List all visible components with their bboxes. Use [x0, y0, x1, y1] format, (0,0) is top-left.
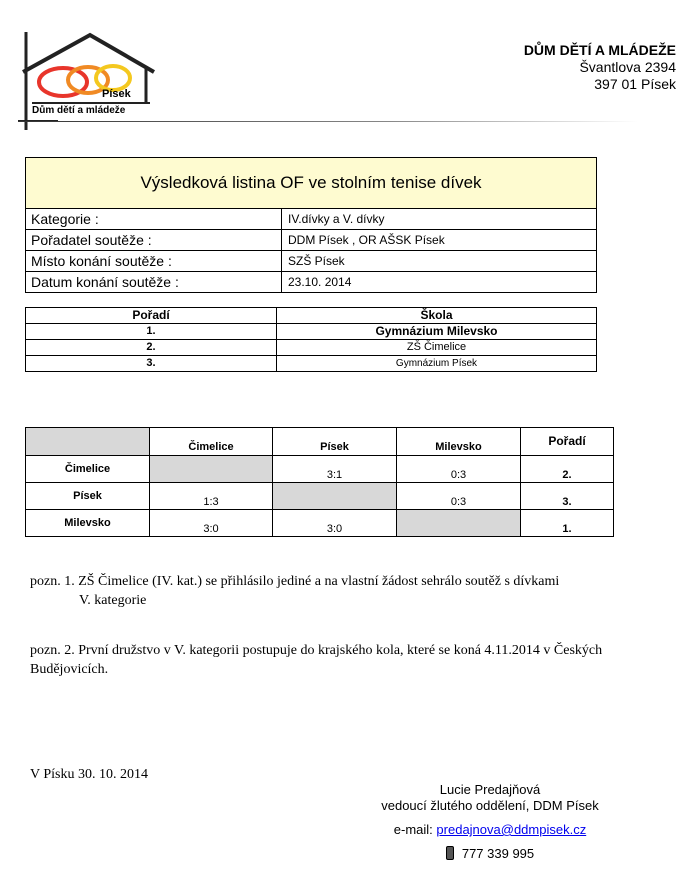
note-1: pozn. 1. ZŠ Čimelice (IV. kat.) se přihlásilo jediné a na vlastní žádost sehrálo soutěž s dívkami [30, 574, 560, 589]
info-table [25, 157, 597, 293]
matrix-score: 0:3 [397, 456, 521, 483]
matrix-row-team: Písek [26, 483, 150, 510]
info-row-date [26, 272, 596, 292]
info-row-organizer [26, 230, 596, 251]
info-label: Datum konání soutěže : [26, 272, 282, 292]
phone-number: 777 339 995 [461, 846, 535, 861]
matrix-corner-cell [26, 428, 150, 456]
ranking-school: ZŠ Čimelice [406, 341, 467, 353]
signer-name: Lucie Predajňová [439, 782, 541, 797]
matrix-header-row [26, 428, 614, 456]
email-link[interactable]: predajnova@ddmpisek.cz [436, 822, 587, 837]
note-2: pozn. 2. První družstvo v V. kategorii postupuje do krajského kola, které se koná 4.11.2014 v Českých Budějovicích. [30, 643, 603, 677]
matrix-row [26, 510, 614, 537]
signer-phone-line [340, 846, 640, 862]
matrix-col-header: Čimelice [150, 428, 273, 456]
matrix-cell-self [150, 456, 273, 483]
matrix-rank: 3. [521, 483, 614, 510]
matrix-col-header-rank: Pořadí [521, 428, 614, 456]
ddm-logo [18, 30, 158, 130]
email-label: e-mail: [393, 822, 433, 837]
ranking-row [26, 340, 596, 356]
header-divider [18, 121, 638, 122]
info-row-category [26, 209, 596, 230]
info-value: IV.dívky a V. dívky [288, 212, 385, 226]
info-row-venue [26, 251, 596, 272]
ranking-position: 1. [26, 324, 277, 339]
matrix-row [26, 483, 614, 510]
ranking-header-school: Škola [420, 308, 453, 322]
matrix-score: 1:3 [150, 483, 273, 510]
ranking-position: 2. [26, 340, 277, 355]
matrix-row-team: Milevsko [26, 510, 150, 537]
info-value: DDM Písek , OR AŠSK Písek [288, 233, 445, 247]
matrix-score: 3:0 [150, 510, 273, 537]
ranking-table [25, 307, 597, 372]
info-label: Místo konání soutěže : [26, 251, 282, 271]
signer-email-line [340, 822, 640, 838]
matrix-cell-self [273, 483, 397, 510]
matrix-score: 0:3 [397, 483, 521, 510]
matrix-rank: 2. [521, 456, 614, 483]
ranking-school: Gymnázium Písek [395, 358, 478, 369]
ranking-row [26, 356, 596, 371]
matrix-col-header: Milevsko [397, 428, 521, 456]
matrix-score: 3:0 [273, 510, 397, 537]
org-name: DŮM DĚTÍ A MLÁDEŽE [523, 42, 676, 58]
date-place: V Písku 30. 10. 2014 [30, 767, 148, 782]
org-street: Švantlova 2394 [579, 59, 676, 75]
ranking-school: Gymnázium Milevsko [375, 324, 498, 338]
logo-caption: Dům dětí a mládeže [32, 102, 150, 116]
info-label: Kategorie : [26, 209, 282, 229]
matrix-row-team: Čimelice [26, 456, 150, 483]
document-title: Výsledková listina OF ve stolním tenise dívek [26, 158, 596, 209]
ranking-header-position: Pořadí [26, 308, 277, 323]
phone-icon [446, 846, 454, 860]
info-value: SZŠ Písek [288, 254, 345, 268]
ranking-position: 3. [26, 356, 277, 371]
ranking-row [26, 324, 596, 340]
org-city: 397 01 Písek [594, 76, 676, 92]
matrix-row [26, 456, 614, 483]
logo-subtext: Písek [102, 88, 131, 100]
matrix-rank: 1. [521, 510, 614, 537]
signer-role: vedoucí žlutého oddělení, DDM Písek [381, 798, 599, 813]
matrix-col-header: Písek [273, 428, 397, 456]
note-1-continuation: V. kategorie [79, 593, 147, 608]
matrix-cell-self [397, 510, 521, 537]
results-matrix [25, 427, 614, 537]
info-label: Pořadatel soutěže : [26, 230, 282, 250]
matrix-score: 3:1 [273, 456, 397, 483]
ranking-header-row [26, 308, 596, 324]
info-value: 23.10. 2014 [288, 275, 352, 289]
